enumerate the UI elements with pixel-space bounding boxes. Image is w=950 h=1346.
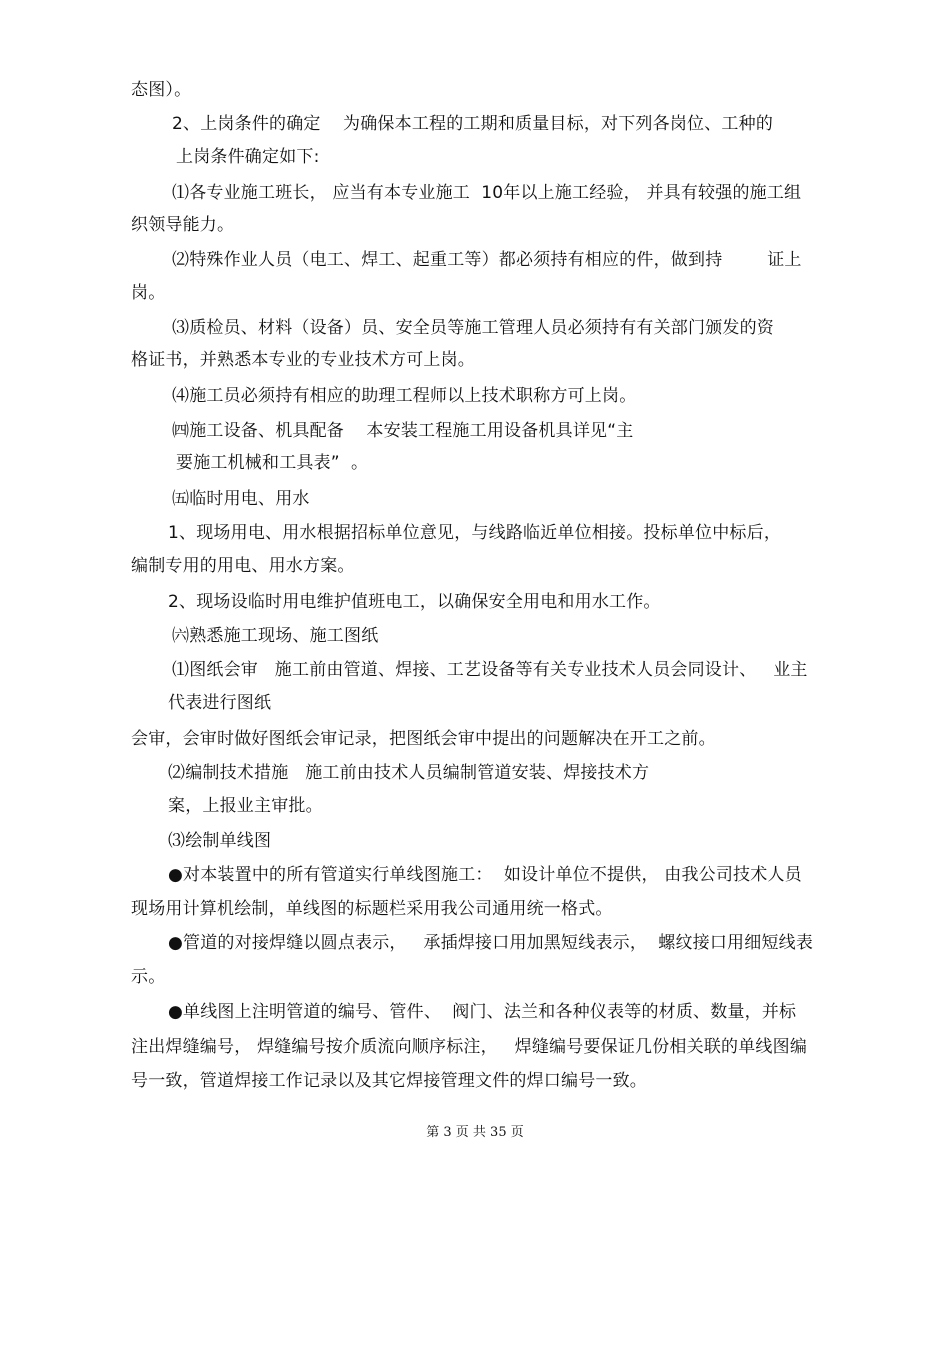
- text-line: 上岗条件确定如下:: [176, 147, 320, 167]
- text-line: ⑷施工员必须持有相应的助理工程师以上技术职称方可上岗。: [172, 386, 637, 406]
- bullet-item: ●对本装置中的所有管道实行单线图施工： 如设计单位不提供， 由我公司技术人员: [168, 865, 802, 885]
- text-line: ⑴各专业施工班长， 应当有本专业施工 10年以上施工经验， 并具有较强的施工组: [172, 183, 802, 203]
- page-number-footer: 第 3 页 共 35 页: [426, 1125, 524, 1140]
- section-heading: ㈥熟悉施工现场、施工图纸: [172, 626, 379, 646]
- text-line: 号一致，管道焊接工作记录以及其它焊接管理文件的焊口编号一致。: [131, 1071, 647, 1091]
- text-line: ⑵特殊作业人员（电工、焊工、起重工等）都必须持有相应的件，做到持 证上: [172, 250, 802, 270]
- text-line: 会审，会审时做好图纸会审记录，把图纸会审中提出的问题解决在开工之前。: [131, 729, 716, 749]
- text-line: 态图）。: [131, 80, 192, 100]
- text-line: 示。: [131, 967, 166, 987]
- text-line: 现场用计算机绘制，单线图的标题栏采用我公司通用统一格式。: [131, 899, 613, 919]
- text-line: 织领导能力。: [131, 215, 235, 235]
- text-line: 代表进行图纸: [168, 693, 272, 713]
- text-line: 2、上岗条件的确定 为确保本工程的工期和质量目标，对下列各岗位、工种的: [172, 114, 774, 134]
- text-line: 注出焊缝编号， 焊缝编号按介质流向顺序标注， 焊缝编号要保证几份相关联的单线图编: [131, 1037, 808, 1057]
- text-line: 编制专用的用电、用水方案。: [131, 556, 355, 576]
- section-heading: ㈤临时用电、用水: [172, 489, 310, 509]
- text-line: ⑶质检员、材料（设备）员、安全员等施工管理人员必须持有有关部门颁发的资: [172, 318, 774, 338]
- text-line: ㈣施工设备、机具配备 本安装工程施工用设备机具详见“主: [172, 421, 634, 441]
- text-line: ⑶绘制单线图: [168, 831, 272, 851]
- text-line: ⑴图纸会审 施工前由管道、焊接、工艺设备等有关专业技术人员会同设计、 业主: [172, 660, 808, 680]
- text-line: 格证书，并熟悉本专业的专业技术方可上岗。: [131, 350, 475, 370]
- bullet-item: ●单线图上注明管道的编号、管件、 阀门、法兰和各种仪表等的材质、数量，并标: [168, 1002, 797, 1022]
- text-line: ⑵编制技术措施 施工前由技术人员编制管道安装、焊接技术方: [168, 763, 650, 783]
- text-line: 1、现场用电、用水根据招标单位意见，与线路临近单位相接。投标单位中标后，: [168, 523, 782, 543]
- text-line: 案，上报业主审批。: [168, 796, 323, 816]
- text-line: 2、现场设临时用电维护值班电工，以确保安全用电和用水工作。: [168, 592, 661, 612]
- text-line: 岗。: [131, 283, 166, 303]
- text-line: 要施工机械和工具表” 。: [176, 453, 369, 473]
- bullet-item: ●管道的对接焊缝以圆点表示， 承插焊接口用加黑短线表示， 螺纹接口用细短线表: [168, 933, 814, 953]
